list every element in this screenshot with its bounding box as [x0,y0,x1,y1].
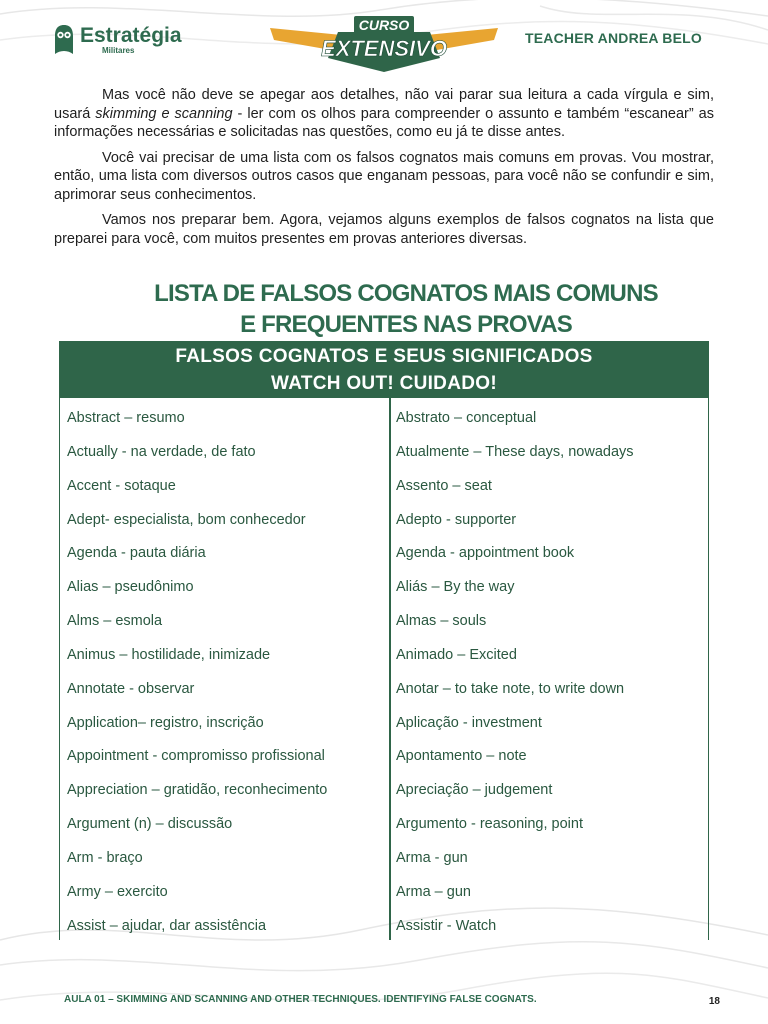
table-header-line-1: FALSOS COGNATOS E SEUS SIGNIFICADOS [175,346,593,367]
brand-subtitle: Militares [102,46,135,55]
portuguese-term-cell: Aliás – By the way [396,579,515,596]
paragraph-1-start: Mas você não deve se apegar aos detalhes, não vai parar sua leitura a cada vírgula e sim, usará [54,87,714,122]
portuguese-term-cell: Animado – Excited [396,646,517,663]
english-term-cell: Arm - braço [67,849,143,866]
body-text [54,86,714,255]
english-term-cell: Annotate - observar [67,680,195,697]
portuguese-term-cell: Assistir - Watch [396,917,497,934]
skimming-scanning-term: skimming e scanning [95,105,233,122]
paragraph-2: Você vai precisar de uma lista com os falsos cognatos mais comuns em provas. Vou mostrar, então, uma lista com diversos outros casos que enganam pessoas, para você não se confundir e sim, aprimorar seus conhecimentos. [54,149,714,203]
english-term-cell: Accent - sotaque [67,477,176,494]
english-term-cell: Abstract – resumo [67,410,185,426]
paragraph-3: Vamos nos preparar bem. Agora, vejamos alguns exemplos de falsos cognatos na lista que preparei para você, com muitos presentes em provas anteriores diversas. [54,212,714,247]
english-term-cell: Alms – esmola [67,613,163,630]
portuguese-term-cell: Abstrato – conceptual [396,410,537,426]
english-term-cell: Army – exercito [67,883,168,900]
english-term-cell: Actually - na verdade, de fato [67,443,256,460]
portuguese-term-cell: Agenda - appointment book [396,545,575,562]
page-number: 18 [708,996,720,1007]
table-header [59,341,709,398]
paragraph-1 [54,86,714,142]
portuguese-term-cell: Anotar – to take note, to write down [396,680,625,697]
portuguese-words-column [389,398,710,944]
english-term-cell: Alias – pseudônimo [67,579,194,596]
estrategia-logo [54,24,182,56]
curso-extensivo-badge [268,12,500,74]
english-words-column [60,398,389,944]
portuguese-term-cell: Adepto - supporter [396,511,517,528]
teacher-name: TEACHER ANDREA BELO [525,30,702,46]
portuguese-term-cell: Almas – souls [396,613,487,630]
table-body [59,398,709,940]
list-title-line-1: LISTA DE FALSOS COGNATOS MAIS COMUNS [154,280,658,307]
english-term-cell: Application– registro, inscrição [67,714,264,731]
portuguese-term-cell: Atualmente – These days, nowadays [396,443,634,460]
footer-lesson-title: AULA 01 – SKIMMING AND SCANNING AND OTHER TECHNIQUES. IDENTIFYING FALSE COGNATS. [64,994,537,1005]
english-term-cell: Argument (n) – discussão [67,816,233,833]
page-header [0,0,768,80]
badge-main-text: EXTENSIVO [321,36,447,61]
english-term-cell: Appointment - compromisso profissional [67,748,325,765]
english-term-cell: Animus – hostilidade, inimizade [67,646,271,663]
badge-top-text: CURSO [358,17,410,33]
paragraph-1-end: - ler com os olhos para compreender o assunto e também “escanear” as informações necessárias e solicitadas nas questões, como eu já te disse antes. [54,105,714,140]
portuguese-term-cell: Arma – gun [396,883,471,900]
portuguese-term-cell: Aplicação - investment [396,714,542,731]
list-title-line-2: E FREQUENTES NAS PROVAS [240,311,572,338]
english-term-cell: Agenda - pauta diária [67,545,206,562]
false-cognates-table [59,341,709,940]
portuguese-term-cell: Arma - gun [396,849,468,866]
brand-name: Estratégia [80,24,182,47]
portuguese-term-cell: Apreciação – judgement [396,782,553,799]
portuguese-term-cell: Apontamento – note [396,748,527,765]
owl-logo-icon [54,24,74,56]
portuguese-term-cell: Assento – seat [396,477,492,494]
list-title [0,278,768,340]
portuguese-term-cell: Argumento - reasoning, point [396,816,583,833]
english-term-cell: Appreciation – gratidão, reconhecimento [67,782,328,799]
english-term-cell: Assist – ajudar, dar assistência [67,917,267,934]
table-header-line-2: WATCH OUT! CUIDADO! [271,373,497,394]
column-divider [389,398,391,940]
english-term-cell: Adept- especialista, bom conhecedor [67,511,306,528]
